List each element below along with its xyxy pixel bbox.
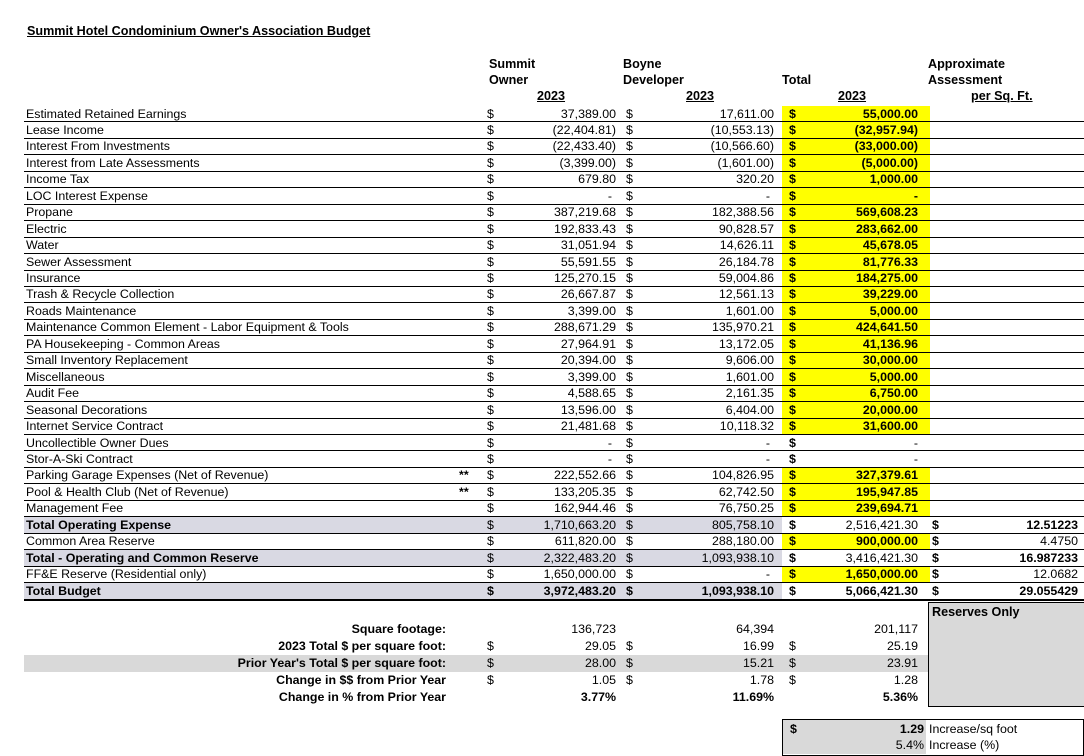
row-label: Insurance [26, 271, 81, 285]
increase-pct-value: 5.4% [895, 738, 924, 752]
owner-value: 27,964.91 [560, 336, 616, 351]
row-label: Stor-A-Ski Contract [26, 451, 133, 466]
row-label: Lease Income [26, 122, 104, 137]
total-value: 327,379.61 [855, 468, 918, 483]
owner-dollar: $ [487, 386, 494, 401]
row-label: Interest From Investments [26, 139, 170, 154]
dev-value: 1,093,938.10 [701, 550, 774, 565]
owner-value: 20,394.00 [560, 353, 616, 368]
dev-value: 76,750.25 [718, 501, 774, 516]
total-value: 1,000.00 [869, 172, 918, 187]
total-dollar: $ [789, 583, 796, 598]
per-sqft-value: 12.0682 [1033, 567, 1078, 582]
owner-value: 1,710,663.20 [543, 517, 616, 532]
total-value: 195,947.85 [855, 484, 918, 499]
budget-title: Summit Hotel Condominium Owner's Association Budget [27, 24, 371, 38]
total-value: 30,000.00 [862, 353, 918, 368]
summary-total-value: 25.19 [886, 639, 918, 653]
ps-dollar: $ [932, 583, 939, 598]
total-dollar: $ [789, 238, 796, 253]
header-year-total: 2023 [838, 89, 867, 103]
owner-value: 2,322,483.20 [543, 550, 616, 565]
row-label: Common Area Reserve [26, 534, 155, 549]
summary-label: 2023 Total $ per square foot: [278, 639, 446, 653]
row-label: Electric [26, 221, 67, 236]
dev-value: 14,626.11 [719, 238, 774, 253]
summary-owner-value: 28.00 [584, 656, 616, 670]
total-value: - [913, 435, 918, 450]
total-value: 81,776.33 [862, 254, 918, 269]
dev-dollar: $ [626, 583, 633, 598]
total-dollar: $ [789, 336, 796, 351]
dev-dollar: $ [626, 451, 633, 466]
row-label: Miscellaneous [26, 369, 105, 384]
total-value: (5,000.00) [861, 155, 918, 170]
owner-dollar: $ [487, 501, 494, 516]
ps-dollar: $ [932, 550, 939, 565]
total-value: 900,000.00 [855, 534, 918, 549]
row-label: FF&E Reserve (Residential only) [26, 567, 207, 582]
owner-dollar: $ [487, 435, 494, 450]
owner-value: 1,650,000.00 [543, 567, 616, 582]
owner-value: 21,481.68 [560, 419, 616, 434]
header-total: Total [782, 73, 812, 87]
total-dollar: $ [789, 501, 796, 516]
ps-dollar: $ [932, 517, 939, 532]
dev-value: 135,970.21 [711, 320, 774, 335]
dev-dollar: $ [626, 419, 633, 434]
header-approx-l1: Approximate [928, 57, 1005, 71]
per-sqft-value: 4.4750 [1040, 534, 1078, 549]
owner-dollar: $ [487, 419, 494, 434]
total-value: (33,000.00) [854, 139, 918, 154]
row-label: Estimated Retained Earnings [26, 106, 187, 121]
owner-dollar: $ [487, 451, 494, 466]
reserves-only-label: Reserves Only [932, 605, 1020, 619]
owner-dollar: $ [487, 369, 494, 384]
dev-dollar: $ [626, 550, 633, 565]
row-label: Propane [26, 205, 73, 220]
header-owner-l2: Owner [489, 73, 529, 87]
dev-dollar: $ [626, 155, 633, 170]
total-dollar: $ [789, 402, 796, 417]
total-value: 20,000.00 [862, 402, 918, 417]
row-label: Management Fee [26, 501, 124, 516]
summary-owner-dollar: $ [487, 656, 494, 670]
owner-dollar: $ [487, 106, 494, 121]
owner-value: 162,944.46 [553, 501, 616, 516]
row-divider [24, 599, 1084, 601]
summary-dev-value: 15.21 [742, 656, 774, 670]
total-value: 569,608.23 [855, 205, 918, 220]
dev-dollar: $ [626, 188, 633, 203]
ps-dollar: $ [932, 567, 939, 582]
dev-value: - [765, 188, 770, 203]
row-mark: ** [459, 468, 469, 483]
total-dollar: $ [789, 550, 796, 565]
row-label: Roads Maintenance [26, 303, 137, 318]
dev-value: 805,758.10 [711, 517, 774, 532]
header-year-owner: 2023 [537, 89, 566, 103]
summary-total-dollar: $ [789, 639, 796, 653]
owner-dollar: $ [487, 320, 494, 335]
total-value: 5,066,421.30 [845, 583, 918, 598]
owner-dollar: $ [487, 122, 494, 137]
dev-dollar: $ [626, 386, 633, 401]
summary-total-value: 1.28 [893, 673, 918, 687]
total-dollar: $ [789, 468, 796, 483]
dev-dollar: $ [626, 303, 633, 318]
summary-total-value: 5.36% [882, 690, 918, 704]
dev-value: 1,601.00 [725, 369, 774, 384]
owner-value: 288,671.29 [553, 320, 616, 335]
dev-dollar: $ [626, 567, 633, 582]
dev-value: 62,742.50 [718, 484, 774, 499]
summary-total-dollar: $ [789, 656, 796, 670]
dev-dollar: $ [626, 205, 633, 220]
owner-value: 3,399.00 [567, 369, 616, 384]
total-value: (32,957.94) [854, 122, 918, 137]
dev-dollar: $ [626, 106, 633, 121]
total-dollar: $ [789, 484, 796, 499]
total-dollar: $ [789, 188, 796, 203]
summary-label: Square footage: [351, 622, 446, 636]
owner-value: 679.80 [578, 172, 616, 187]
row-label: Small Inventory Replacement [26, 353, 188, 368]
owner-dollar: $ [487, 484, 494, 499]
owner-value: 125,270.15 [553, 271, 616, 285]
owner-dollar: $ [487, 221, 494, 236]
owner-value: 4,588.65 [567, 386, 616, 401]
summary-label: Change in $$ from Prior Year [276, 673, 446, 687]
total-value: 1,650,000.00 [845, 567, 918, 582]
summary-dev-value: 64,394 [736, 622, 774, 636]
total-value: 55,000.00 [862, 106, 918, 121]
summary-dev-value: 11.69% [732, 690, 774, 704]
summary-label: Prior Year's Total $ per square foot: [237, 656, 446, 670]
owner-value: 222,552.66 [553, 468, 616, 483]
total-dollar: $ [789, 320, 796, 335]
total-value: 31,600.00 [862, 419, 918, 434]
summary-label: Change in % from Prior Year [278, 690, 446, 704]
owner-value: (3,399.00) [559, 155, 616, 170]
header-approx-l3: per Sq. Ft. [971, 89, 1033, 103]
owner-dollar: $ [487, 238, 494, 253]
row-label: Total Budget [26, 583, 101, 598]
summary-dev-dollar: $ [626, 656, 633, 670]
dev-value: (1,601.00) [717, 155, 774, 170]
dev-dollar: $ [626, 287, 633, 302]
dev-value: 9,606.00 [725, 353, 774, 368]
dev-value: 17,611.00 [719, 106, 774, 121]
dev-value: (10,566.60) [710, 139, 774, 154]
dev-value: 6,404.00 [725, 402, 774, 417]
total-dollar: $ [789, 287, 796, 302]
total-dollar: $ [789, 567, 796, 582]
owner-value: 26,667.87 [560, 287, 616, 302]
total-dollar: $ [789, 271, 796, 285]
owner-value: 13,596.00 [560, 402, 616, 417]
dev-value: 10,118.32 [719, 419, 774, 434]
summary-owner-value: 136,723 [571, 622, 616, 636]
total-value: 283,662.00 [855, 221, 918, 236]
dev-dollar: $ [626, 271, 633, 285]
increase-label: Increase/sq foot [929, 722, 1018, 736]
row-label: Interest from Late Assessments [26, 155, 200, 170]
owner-dollar: $ [487, 205, 494, 220]
owner-dollar: $ [487, 402, 494, 417]
owner-value: - [607, 435, 612, 450]
dev-dollar: $ [626, 369, 633, 384]
header-owner-l1: Summit [489, 57, 536, 71]
total-dollar: $ [789, 172, 796, 187]
owner-dollar: $ [487, 155, 494, 170]
owner-dollar: $ [487, 517, 494, 532]
dev-dollar: $ [626, 122, 633, 137]
dev-value: 2,161.35 [725, 386, 774, 401]
header-year-dev: 2023 [686, 89, 715, 103]
owner-dollar: $ [487, 303, 494, 318]
total-value: 41,136.96 [862, 336, 918, 351]
per-sqft-value: 16.987233 [1019, 550, 1078, 565]
increase-pct-label: Increase (%) [929, 738, 1000, 752]
dev-value: 104,826.95 [711, 468, 774, 483]
dev-value: - [765, 567, 770, 582]
total-dollar: $ [789, 221, 796, 236]
summary-owner-dollar: $ [487, 639, 494, 653]
owner-dollar: $ [487, 336, 494, 351]
row-label: Sewer Assessment [26, 254, 132, 269]
per-sqft-value: 12.51223 [1026, 517, 1078, 532]
owner-dollar: $ [487, 550, 494, 565]
summary-total-value: 201,117 [874, 622, 918, 636]
header-dev-l1: Boyne [623, 57, 662, 71]
dev-dollar: $ [626, 435, 633, 450]
dev-dollar: $ [626, 238, 633, 253]
total-dollar: $ [789, 369, 796, 384]
owner-value: 387,219.68 [553, 205, 616, 220]
dev-dollar: $ [626, 172, 633, 187]
row-label: Trash & Recycle Collection [26, 287, 175, 302]
dev-value: 182,388.56 [711, 205, 774, 220]
ps-dollar: $ [932, 534, 939, 549]
row-label: Total Operating Expense [26, 517, 172, 532]
dev-value: 288,180.00 [711, 534, 774, 549]
total-value: 5,000.00 [869, 303, 918, 318]
increase-value: 1.29 [899, 722, 924, 736]
summary-total-dollar: $ [789, 673, 796, 687]
total-dollar: $ [789, 122, 796, 137]
row-label: Income Tax [26, 172, 90, 187]
dev-dollar: $ [626, 484, 633, 499]
owner-dollar: $ [487, 271, 494, 285]
row-label: Seasonal Decorations [26, 402, 148, 417]
owner-value: 192,833.43 [553, 221, 616, 236]
row-label: Pool & Health Club (Net of Revenue) [26, 484, 229, 499]
dev-value: - [765, 451, 770, 466]
total-value: - [913, 188, 918, 203]
dev-value: 26,184.78 [718, 254, 774, 269]
dev-value: 59,004.86 [718, 271, 774, 285]
total-dollar: $ [789, 435, 796, 450]
dev-value: - [765, 435, 770, 450]
owner-value: - [607, 188, 612, 203]
owner-dollar: $ [487, 287, 494, 302]
owner-dollar: $ [487, 534, 494, 549]
owner-dollar: $ [487, 583, 494, 598]
owner-dollar: $ [487, 567, 494, 582]
dev-dollar: $ [626, 534, 633, 549]
total-value: 5,000.00 [869, 369, 918, 384]
row-label: Total - Operating and Common Reserve [26, 550, 259, 565]
total-dollar: $ [789, 386, 796, 401]
dev-dollar: $ [626, 320, 633, 335]
owner-value: 3,972,483.20 [543, 583, 616, 598]
owner-value: (22,433.40) [552, 139, 616, 154]
total-dollar: $ [789, 139, 796, 154]
dev-dollar: $ [626, 139, 633, 154]
row-label: Uncollectible Owner Dues [26, 435, 169, 450]
total-value: 239,694.71 [855, 501, 918, 516]
owner-value: 611,820.00 [554, 534, 616, 549]
dev-dollar: $ [626, 517, 633, 532]
dev-value: 13,172.05 [718, 336, 774, 351]
dev-value: 1,601.00 [725, 303, 774, 318]
owner-value: 133,205.35 [553, 484, 616, 499]
total-value: 184,275.00 [855, 271, 918, 285]
total-value: 45,678.05 [862, 238, 918, 253]
header-approx-l2: Assessment [928, 73, 1003, 87]
increase-dollar: $ [790, 722, 797, 736]
dev-value: 90,828.57 [718, 221, 774, 236]
total-dollar: $ [789, 451, 796, 466]
summary-owner-dollar: $ [487, 673, 494, 687]
row-label: Maintenance Common Element - Labor Equipment & Tools [26, 320, 349, 335]
owner-dollar: $ [487, 353, 494, 368]
owner-value: - [607, 451, 612, 466]
dev-value: 320.20 [736, 172, 774, 187]
dev-dollar: $ [626, 221, 633, 236]
total-dollar: $ [789, 517, 796, 532]
total-dollar: $ [789, 534, 796, 549]
total-dollar: $ [789, 303, 796, 318]
row-label: LOC Interest Expense [26, 188, 148, 203]
dev-dollar: $ [626, 353, 633, 368]
row-label: PA Housekeeping - Common Areas [26, 336, 220, 351]
summary-dev-dollar: $ [626, 673, 633, 687]
dev-dollar: $ [626, 336, 633, 351]
total-value: 424,641.50 [855, 320, 918, 335]
per-sqft-value: 29.055429 [1019, 583, 1078, 598]
total-value: 2,516,421.30 [845, 517, 918, 532]
total-dollar: $ [789, 254, 796, 269]
total-dollar: $ [789, 353, 796, 368]
row-label: Water [26, 238, 59, 253]
summary-dev-value: 1.78 [749, 673, 774, 687]
summary-owner-value: 29.05 [584, 639, 616, 653]
owner-value: 3,399.00 [567, 303, 616, 318]
total-value: 3,416,421.30 [845, 550, 918, 565]
total-dollar: $ [789, 106, 796, 121]
total-value: - [913, 451, 918, 466]
dev-value: 12,561.13 [718, 287, 774, 302]
summary-total-value: 23.91 [886, 656, 918, 670]
owner-dollar: $ [487, 139, 494, 154]
owner-dollar: $ [487, 188, 494, 203]
summary-owner-value: 3.77% [580, 690, 616, 704]
summary-dev-dollar: $ [626, 639, 633, 653]
summary-dev-value: 16.99 [742, 639, 774, 653]
owner-value: (22,404.81) [552, 122, 616, 137]
row-mark: ** [459, 484, 469, 499]
dev-dollar: $ [626, 402, 633, 417]
dev-dollar: $ [626, 254, 633, 269]
total-value: 6,750.00 [869, 386, 918, 401]
owner-dollar: $ [487, 468, 494, 483]
owner-value: 37,389.00 [560, 106, 616, 121]
total-dollar: $ [789, 155, 796, 170]
dev-value: 1,093,938.10 [701, 583, 774, 598]
row-label: Internet Service Contract [26, 419, 164, 434]
row-label: Audit Fee [26, 386, 80, 401]
header-dev-l2: Developer [623, 73, 684, 87]
owner-dollar: $ [487, 254, 494, 269]
dev-dollar: $ [626, 501, 633, 516]
owner-value: 55,591.55 [560, 254, 616, 269]
owner-value: 31,051.94 [560, 238, 616, 253]
summary-owner-value: 1.05 [591, 673, 616, 687]
owner-dollar: $ [487, 172, 494, 187]
dev-value: (10,553.13) [710, 122, 774, 137]
total-value: 39,229.00 [862, 287, 918, 302]
dev-dollar: $ [626, 468, 633, 483]
total-dollar: $ [789, 419, 796, 434]
row-label: Parking Garage Expenses (Net of Revenue) [26, 468, 269, 483]
total-dollar: $ [789, 205, 796, 220]
